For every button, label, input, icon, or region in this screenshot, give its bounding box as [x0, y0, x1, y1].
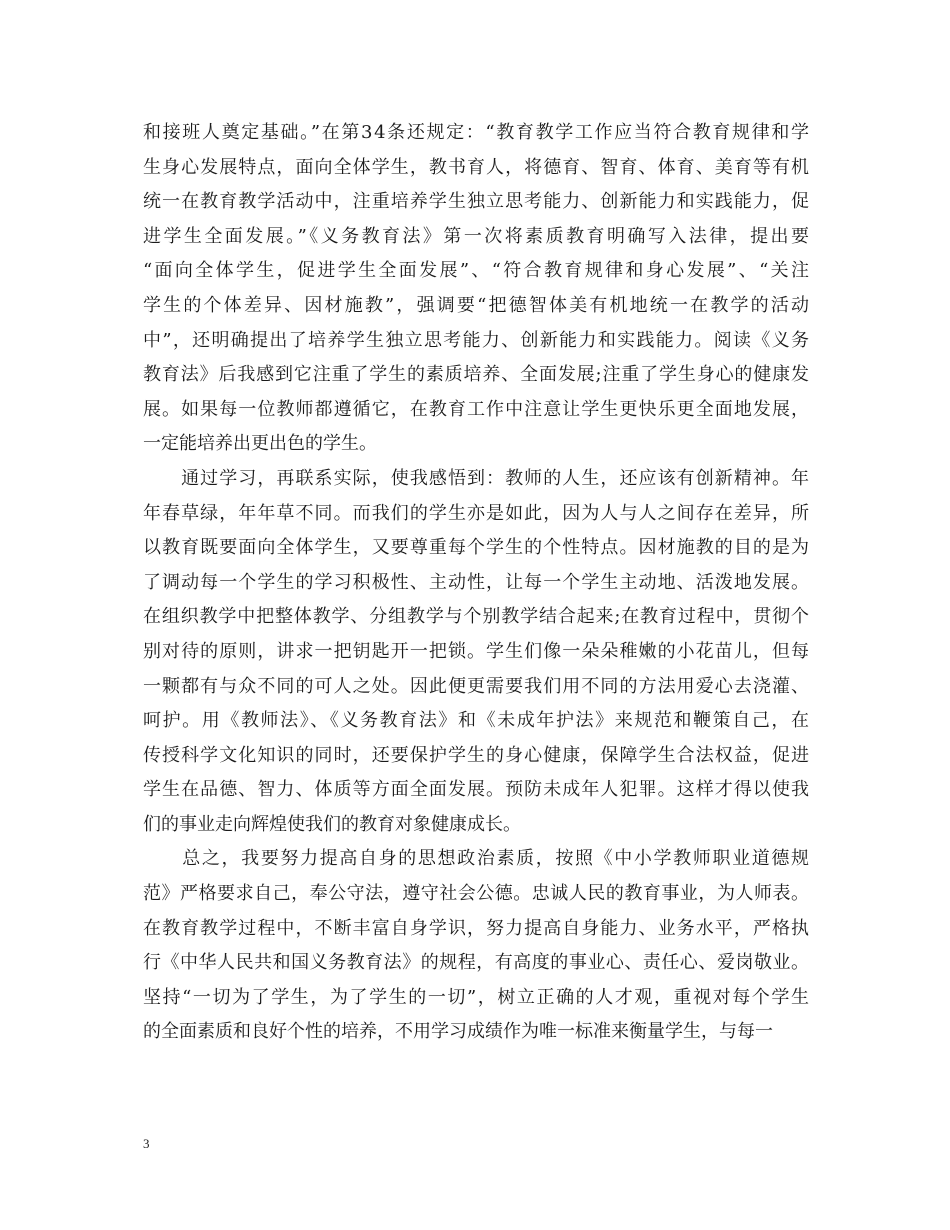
text-line: 们的事业走向辉煌使我们的教育对象健康成长。 [143, 813, 521, 835]
text-line: “面向全体学生，促进学生全面发展”、“符合教育规律和身心发展”、“关注 [143, 260, 812, 282]
page-number: 3 [143, 1136, 150, 1151]
text-line: 总之，我要努力提高自身的思想政治素质，按照《中小学教师职业道德规 [143, 848, 811, 870]
text-line: 别对待的原则，讲求一把钥匙开一把锁。学生们像一朵朵稚嫩的小花苗儿，但每 [143, 640, 811, 662]
text-line: 行《中华人民共和国义务教育法》的规程，有高度的事业心、责任心、爱岗敬业。 [143, 952, 810, 974]
paragraph [143, 462, 809, 843]
text-line: 一定能培养出更出色的学生。 [143, 433, 377, 455]
text-line: 统一在教育教学活动中，注重培养学生独立思考能力、创新能力和实践能力，促 [143, 191, 811, 213]
text-line: 在教育教学过程中，不断丰富自身学识，努力提高自身能力、业务水平，严格执 [143, 917, 811, 939]
text-line: 学生在品德、智力、体质等方面全面发展。预防未成年人犯罪。这样才得以使我 [143, 779, 811, 801]
text-line: 以教育既要面向全体学生，又要尊重每个学生的个性特点。因材施教的目的是为 [143, 537, 811, 559]
text-line: 一颗都有与众不同的可人之处。因此便更需要我们用不同的方法用爱心去浇灌、 [143, 675, 811, 697]
paragraph [143, 842, 809, 1050]
text-line: 范》严格要求自己，奉公守法，遵守社会公德。忠诚人民的教育事业，为人师表。 [143, 883, 810, 905]
text-line: 和接班人奠定基础。”在第34条还规定：“教育教学工作应当符合教育规律和学 [143, 122, 811, 143]
text-line: 进学生全面发展。”《义务教育法》第一次将素质教育明确写入法律，提出要 [143, 225, 812, 247]
text-line: 了调动每一个学生的学习积极性、主动性，让每一个学生主动地、活泼地发展。 [143, 571, 811, 593]
text-line: 传授科学文化知识的同时，还要保护学生的身心健康，保障学生合法权益，促进 [143, 744, 811, 766]
text-line: 学生的个体差异、因材施教”，强调要“把德智体美有机地统一在教学的活动 [143, 294, 812, 316]
text-line: 中”，还明确提出了培养学生独立思考能力、创新能力和实践能力。阅读《义务 [143, 329, 811, 351]
text-line: 在组织教学中把整体教学、分组教学与个别教学结合起来;在教育过程中，贯彻个 [143, 606, 810, 628]
text-line: 展。如果每一位教师都遵循它，在教育工作中注意让学生更快乐更全面地发展， [143, 398, 811, 420]
text-line: 生身心发展特点，面向全体学生，教书育人，将德育、智育、体育、美育等有机 [143, 156, 811, 178]
text-line: 年春草绿，年年草不同。而我们的学生亦是如此，因为人与人之间存在差异，所 [143, 502, 811, 524]
document-body [143, 116, 812, 1050]
paragraph [143, 116, 812, 462]
text-line: 的全面素质和良好个性的培养，不用学习成绩作为唯一标准来衡量学生，与每一 [143, 1021, 773, 1043]
text-line: 通过学习，再联系实际，使我感悟到：教师的人生，还应该有创新精神。年 [143, 467, 811, 489]
text-line: 呵护。用《教师法》、《义务教育法》和《未成年护法》来规范和鞭策自己，在 [143, 710, 811, 732]
text-line: 教育法》后我感到它注重了学生的素质培养、全面发展;注重了学生身心的健康发 [143, 364, 810, 386]
text-line: 坚持“一切为了学生，为了学生的一切”，树立正确的人才观，重视对每个学生 [143, 986, 811, 1008]
